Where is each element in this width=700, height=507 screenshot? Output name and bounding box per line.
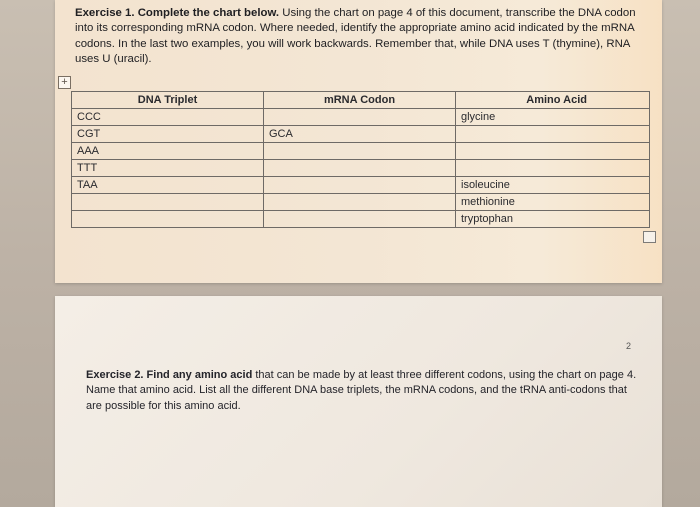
dna-triplet-cell[interactable]: TAA — [72, 177, 264, 194]
table-header-row — [72, 92, 650, 109]
mrna-codon-cell[interactable]: GCA — [264, 126, 456, 143]
amino-acid-cell[interactable]: isoleucine — [456, 177, 650, 194]
table-row — [72, 211, 650, 228]
document-page-1 — [55, 0, 662, 283]
table-move-handle-icon[interactable]: + — [58, 76, 71, 89]
table-row — [72, 109, 650, 126]
mrna-codon-cell[interactable] — [264, 177, 456, 194]
amino-acid-cell[interactable] — [456, 126, 650, 143]
table-row — [72, 126, 650, 143]
amino-acid-cell[interactable] — [456, 143, 650, 160]
table-row — [72, 143, 650, 160]
table-row — [72, 177, 650, 194]
table-row — [72, 194, 650, 211]
amino-acid-cell[interactable] — [456, 160, 650, 177]
dna-triplet-cell[interactable]: TTT — [72, 160, 264, 177]
page-number: 2 — [626, 341, 632, 351]
codon-table — [71, 91, 650, 228]
exercise-2-title: Exercise 2. Find any amino acid — [86, 369, 253, 381]
mrna-codon-cell[interactable] — [264, 109, 456, 126]
dna-triplet-cell[interactable] — [72, 211, 264, 228]
header-mrna-codon: mRNA Codon — [264, 92, 456, 109]
exercise-1-title: Exercise 1. Complete the chart below. — [75, 7, 280, 19]
dna-triplet-cell[interactable]: CCC — [72, 109, 264, 126]
document-page-2 — [55, 296, 662, 507]
amino-acid-cell[interactable]: methionine — [456, 194, 650, 211]
exercise-1-instructions — [75, 6, 653, 67]
exercise-2-text: that can be made by at least three different codons, using the chart on page 4. Name that amino acid. List all the different DNA base triplets, the mRNA codons, and the tRNA anti-codons that are possible for this amino acid. — [86, 369, 637, 412]
table-row — [72, 160, 650, 177]
exercise-1-text: Using the chart on page 4 of this document, transcribe the DNA codon into its corresponding mRNA codon. Where needed, identify the appropriate amino acid indicated by the mRNA codons. In the last two examples, you will work backwards. Remember that, while DNA uses T (thymine), RNA uses U (uracil). — [75, 7, 636, 65]
exercise-2-instructions — [86, 368, 642, 414]
dna-triplet-cell[interactable]: AAA — [72, 143, 264, 160]
dna-triplet-cell[interactable] — [72, 194, 264, 211]
amino-acid-cell[interactable]: tryptophan — [456, 211, 650, 228]
header-amino-acid: Amino Acid — [456, 92, 650, 109]
header-dna-triplet: DNA Triplet — [72, 92, 264, 109]
mrna-codon-cell[interactable] — [264, 160, 456, 177]
mrna-codon-cell[interactable] — [264, 211, 456, 228]
mrna-codon-cell[interactable] — [264, 143, 456, 160]
table-resize-handle-icon[interactable] — [643, 231, 656, 243]
mrna-codon-cell[interactable] — [264, 194, 456, 211]
amino-acid-cell[interactable]: glycine — [456, 109, 650, 126]
dna-triplet-cell[interactable]: CGT — [72, 126, 264, 143]
